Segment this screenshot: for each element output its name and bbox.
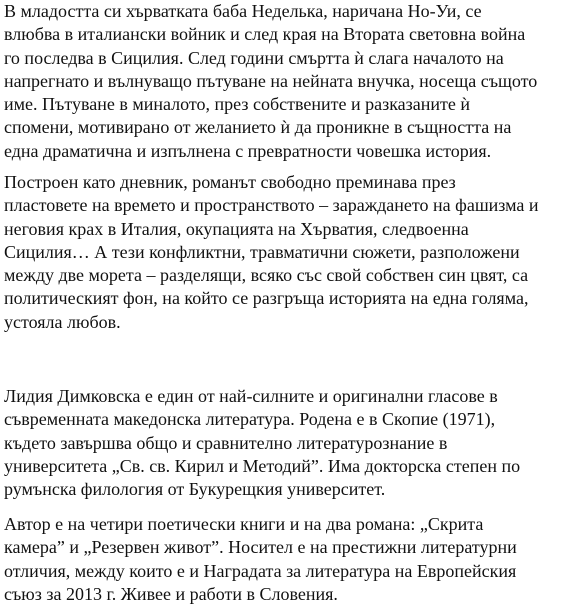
text-line: име. Пътуване в миналото, през собствените и разказаните ѝ (4, 94, 471, 115)
text-line: Построен като дневник, романът свободно преминава през (4, 172, 456, 192)
text-line: неговия крах в Италия, окупацията на Хърватия, следвоенна (4, 218, 469, 239)
text-line: университета „Св. св. Кирил и Методий”. Има докторска степен по (4, 455, 521, 476)
paragraph-author-bio (4, 385, 520, 501)
text-line: напрегнато и вълнуващо пътуване на нейната внучка, носеща същото (4, 70, 538, 91)
paragraph-author-works (4, 513, 517, 606)
text-line: В младостта си хърватката баба Неделька, наричана Но-Уи, се (4, 1, 482, 21)
text-line: го последва в Сицилия. След години смъртта ѝ слага началото на (4, 47, 504, 68)
text-line: Автор е на четири поетически книги и на два романа: „Скрита (4, 514, 484, 534)
text-line: политическият фон, на който се разгръща историята на една голяма, (4, 288, 529, 309)
text-line: камера” и „Резервен живот”. Носител е на престижни литературни (4, 537, 517, 558)
text-line: пластовете на времето и пространството – зараждането на фашизма и (4, 195, 539, 216)
text-line: отличия, между които е и Наградата за литература на Европейския (4, 560, 517, 581)
text-line: устояла любов. (4, 311, 121, 332)
paragraph-novel-summary (4, 0, 537, 163)
text-line: румънска филология от Букурещкия университет. (4, 479, 386, 500)
text-line: където завършва общо и сравнително литературознание в (4, 432, 448, 453)
document-page (4, 0, 576, 603)
text-line: съюз за 2013 г. Живее и работи в Словения. (4, 583, 338, 604)
text-line: Сицилия… А тези конфликтни, травматични сюжети, разположени (4, 241, 520, 262)
text-line: съвременната македонска литература. Родена е в Скопие (1971), (4, 409, 496, 430)
text-line: една драматична и изпълнена с превратности човешка история. (4, 140, 492, 161)
text-line: влюбва в италиански войник и след края на Втората световна война (4, 24, 526, 45)
text-line: между две морета – разделящи, всяко със свой собствен син цвят, са (4, 265, 529, 286)
text-line: Лидия Димковска е един от най-силните и оригинални гласове в (4, 386, 498, 406)
paragraph-novel-structure (4, 171, 539, 334)
text-line: спомени, мотивирано от желанието ѝ да проникне в същността на (4, 117, 512, 138)
